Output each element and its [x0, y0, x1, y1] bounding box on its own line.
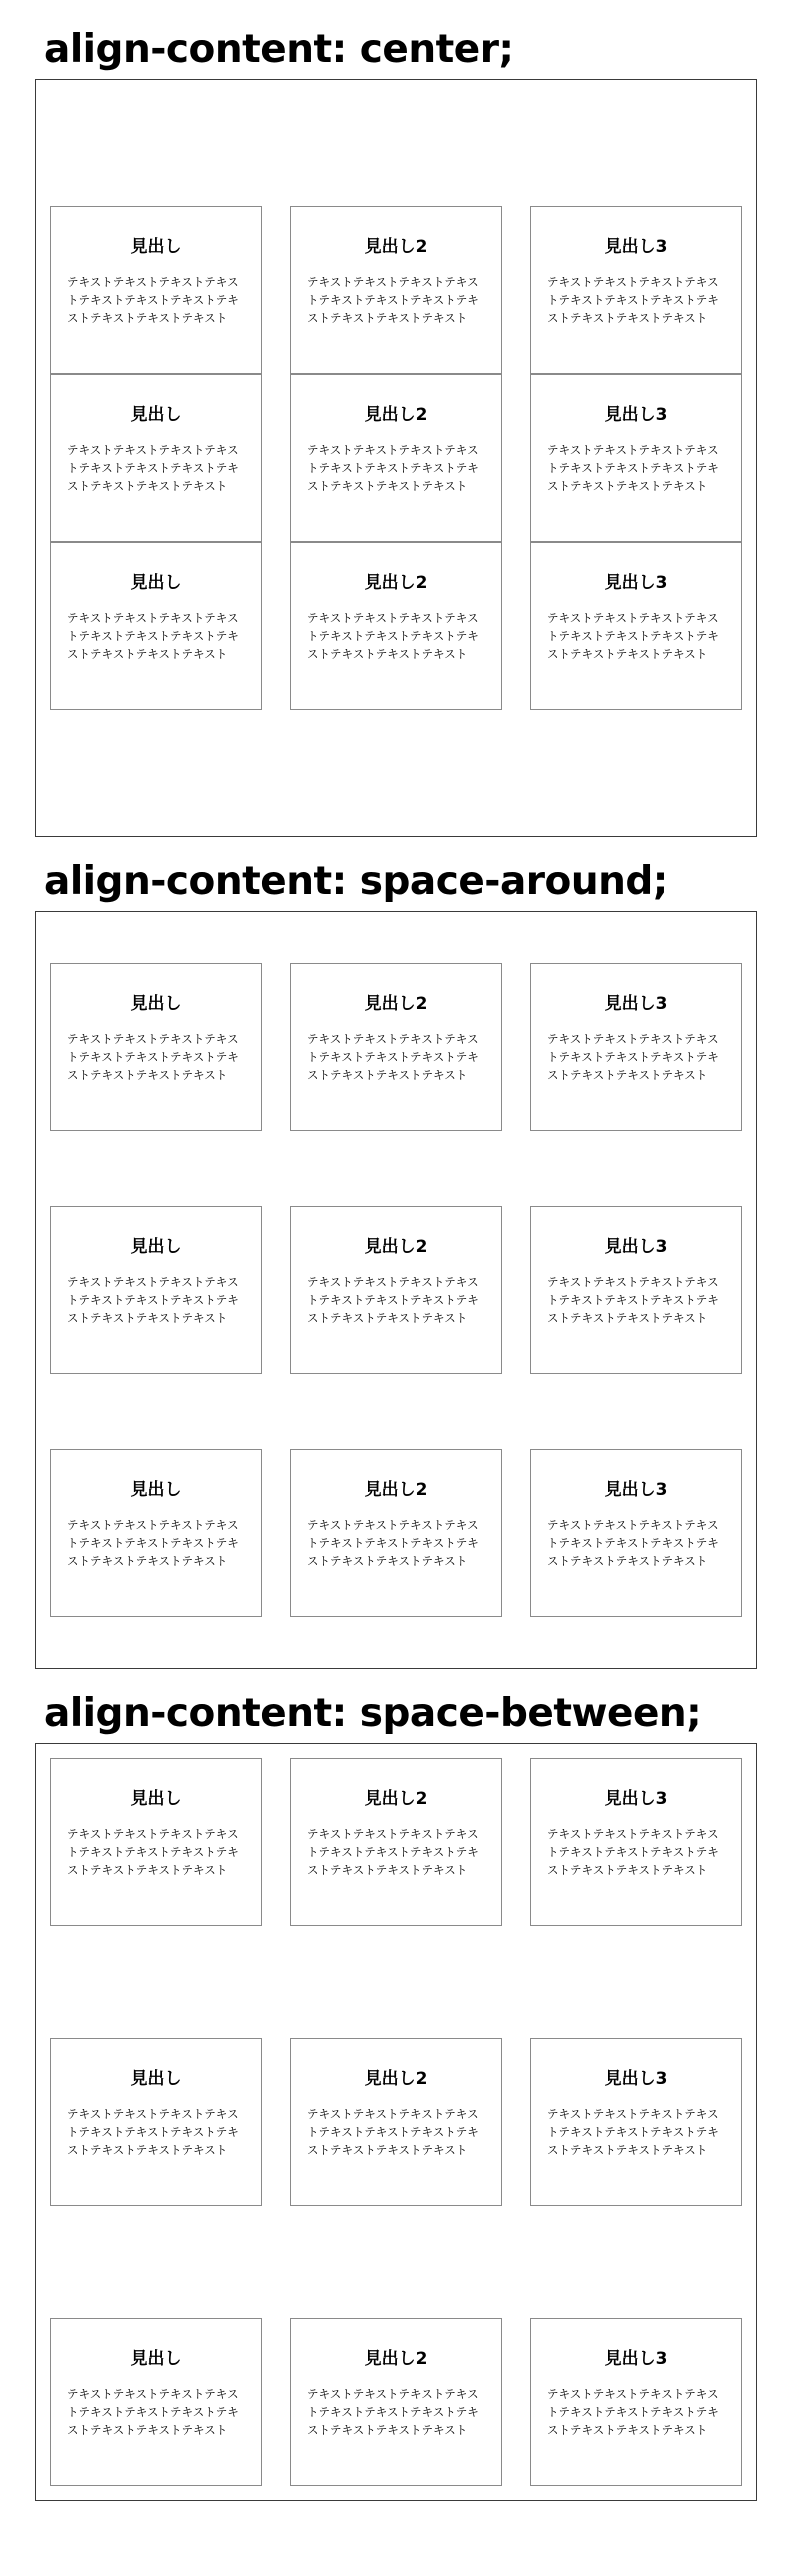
- card: [530, 2318, 742, 2486]
- card-text: テキストテキストテキストテキストテキストテキストテキストテキストテキストテキストテキスト: [307, 2107, 479, 2157]
- card-text: テキストテキストテキストテキストテキストテキストテキストテキストテキストテキストテキスト: [307, 275, 479, 325]
- card-text: テキストテキストテキストテキストテキストテキストテキストテキストテキストテキストテキスト: [547, 611, 719, 661]
- card-text: テキストテキストテキストテキストテキストテキストテキストテキストテキストテキストテキスト: [307, 1517, 479, 1568]
- card-heading: 見出し3: [604, 2069, 668, 2089]
- card: [530, 1206, 742, 1374]
- card-text: テキストテキストテキストテキストテキストテキストテキストテキストテキストテキストテキスト: [67, 2387, 239, 2437]
- card: [530, 963, 742, 1131]
- card-heading: 見出し2: [364, 573, 428, 593]
- card: [290, 963, 502, 1131]
- card-heading: 見出し2: [364, 1236, 428, 1257]
- card-heading: 見出し2: [364, 1479, 428, 1500]
- card: [290, 206, 502, 374]
- card-text: テキストテキストテキストテキストテキストテキストテキストテキストテキストテキストテキスト: [307, 1827, 479, 1877]
- section-title-space-around: align-content: space-around;: [44, 859, 668, 904]
- card-text: テキストテキストテキストテキストテキストテキストテキストテキストテキストテキストテキスト: [67, 1517, 239, 1568]
- flex-container-center: [35, 79, 757, 837]
- card-text: テキストテキストテキストテキストテキストテキストテキストテキストテキストテキストテキスト: [67, 1032, 239, 1083]
- flex-container-space-around: [35, 911, 757, 1669]
- card-text: テキストテキストテキストテキストテキストテキストテキストテキストテキストテキストテキスト: [67, 275, 239, 325]
- card-heading: 見出し: [130, 405, 182, 425]
- card: [50, 1206, 262, 1374]
- card-heading: 見出し2: [364, 994, 428, 1015]
- card-text: テキストテキストテキストテキストテキストテキストテキストテキストテキストテキストテキスト: [547, 1274, 719, 1325]
- card: [530, 1449, 742, 1617]
- flex-container-space-between: [35, 1743, 757, 2501]
- card: [50, 1758, 262, 1926]
- card: [50, 542, 262, 710]
- card: [290, 1449, 502, 1617]
- card-text: テキストテキストテキストテキストテキストテキストテキストテキストテキストテキストテキスト: [547, 1517, 719, 1568]
- card-text: テキストテキストテキストテキストテキストテキストテキストテキストテキストテキストテキスト: [547, 2107, 719, 2157]
- card: [530, 206, 742, 374]
- card: [290, 2038, 502, 2206]
- card: [290, 1206, 502, 1374]
- card-text: テキストテキストテキストテキストテキストテキストテキストテキストテキストテキストテキスト: [547, 275, 719, 325]
- card-text: テキストテキストテキストテキストテキストテキストテキストテキストテキストテキストテキスト: [307, 1274, 479, 1325]
- card-text: テキストテキストテキストテキストテキストテキストテキストテキストテキストテキストテキスト: [547, 443, 719, 493]
- card: [290, 2318, 502, 2486]
- card-text: テキストテキストテキストテキストテキストテキストテキストテキストテキストテキストテキスト: [307, 2387, 479, 2437]
- card: [50, 374, 262, 542]
- card-heading: 見出し: [130, 573, 182, 593]
- card-text: テキストテキストテキストテキストテキストテキストテキストテキストテキストテキストテキスト: [547, 2387, 719, 2437]
- card: [290, 542, 502, 710]
- card-text: テキストテキストテキストテキストテキストテキストテキストテキストテキストテキストテキスト: [307, 443, 479, 493]
- card-heading: 見出し2: [364, 1789, 428, 1809]
- card-heading: 見出し: [130, 1236, 182, 1257]
- card-heading: 見出し3: [604, 994, 668, 1015]
- card-heading: 見出し2: [364, 2069, 428, 2089]
- section-title-space-between: align-content: space-between;: [44, 1691, 702, 1736]
- card-heading: 見出し2: [364, 405, 428, 425]
- card-heading: 見出し: [130, 994, 182, 1015]
- card: [530, 542, 742, 710]
- card-text: テキストテキストテキストテキストテキストテキストテキストテキストテキストテキストテキスト: [547, 1032, 719, 1083]
- card-heading: 見出し: [130, 1479, 182, 1500]
- card: [290, 1758, 502, 1926]
- card-text: テキストテキストテキストテキストテキストテキストテキストテキストテキストテキストテキスト: [67, 1827, 239, 1877]
- card-heading: 見出し3: [604, 405, 668, 425]
- card-heading: 見出し3: [604, 1479, 668, 1500]
- card-text: テキストテキストテキストテキストテキストテキストテキストテキストテキストテキストテキスト: [67, 2107, 239, 2157]
- card-heading: 見出し2: [364, 2349, 428, 2369]
- card-heading: 見出し3: [604, 573, 668, 593]
- card-text: テキストテキストテキストテキストテキストテキストテキストテキストテキストテキストテキスト: [307, 611, 479, 661]
- card: [530, 1758, 742, 1926]
- card: [50, 2318, 262, 2486]
- card-text: テキストテキストテキストテキストテキストテキストテキストテキストテキストテキストテキスト: [67, 1274, 239, 1325]
- card-heading: 見出し3: [604, 237, 668, 257]
- card-text: テキストテキストテキストテキストテキストテキストテキストテキストテキストテキストテキスト: [67, 611, 239, 661]
- card: [50, 1449, 262, 1617]
- card-text: テキストテキストテキストテキストテキストテキストテキストテキストテキストテキストテキスト: [307, 1032, 479, 1083]
- card-heading: 見出し: [130, 2349, 182, 2369]
- card-heading: 見出し: [130, 1789, 182, 1809]
- card: [530, 374, 742, 542]
- card: [50, 2038, 262, 2206]
- card-heading: 見出し2: [364, 237, 428, 257]
- card: [50, 963, 262, 1131]
- card-text: テキストテキストテキストテキストテキストテキストテキストテキストテキストテキストテキスト: [67, 443, 239, 493]
- section-title-center: align-content: center;: [44, 27, 514, 72]
- card-heading: 見出し3: [604, 1789, 668, 1809]
- card-heading: 見出し3: [604, 2349, 668, 2369]
- card-heading: 見出し3: [604, 1236, 668, 1257]
- card: [290, 374, 502, 542]
- card-heading: 見出し: [130, 2069, 182, 2089]
- card: [530, 2038, 742, 2206]
- card-text: テキストテキストテキストテキストテキストテキストテキストテキストテキストテキストテキスト: [547, 1827, 719, 1877]
- card: [50, 206, 262, 374]
- card-heading: 見出し: [130, 237, 182, 257]
